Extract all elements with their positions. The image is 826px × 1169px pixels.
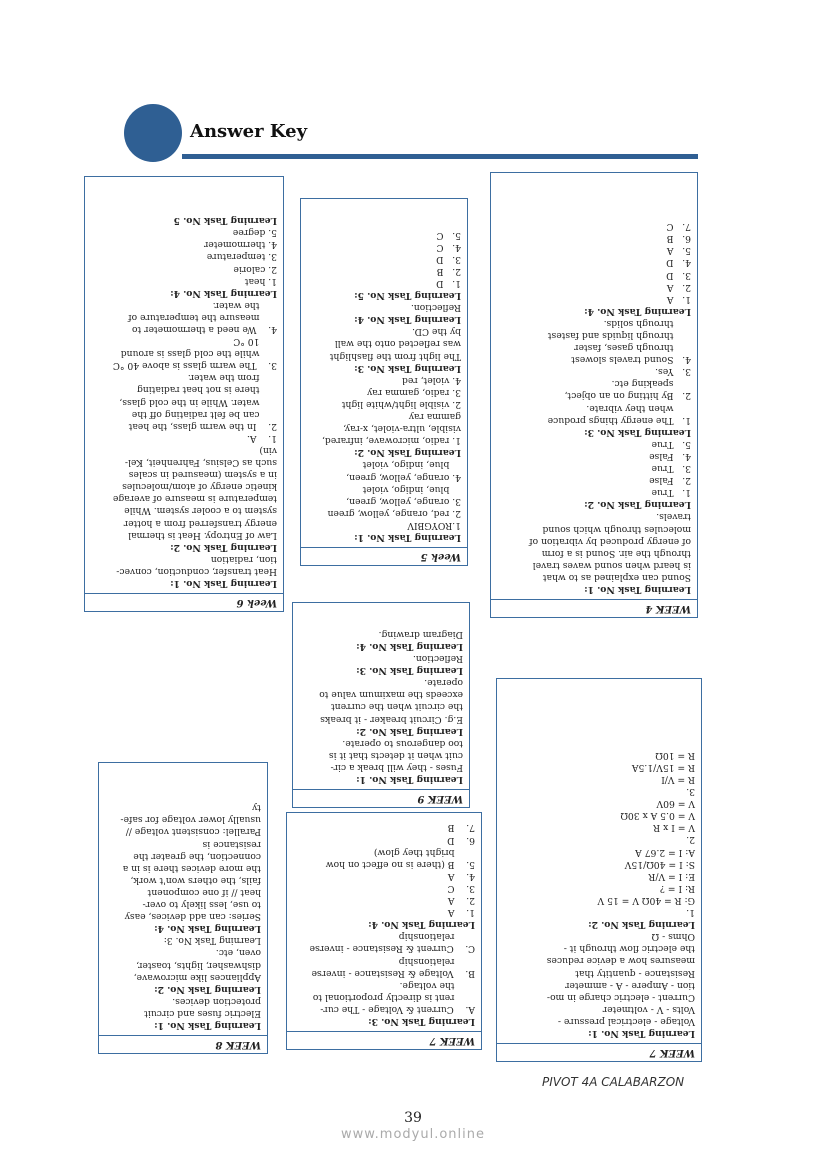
box-heading: WEEK 8: [99, 1035, 267, 1053]
task-heading: Learning Task No. 4:: [354, 314, 461, 326]
answer-line: The light from the flashlight: [329, 350, 461, 362]
answer-line: Reflection.: [410, 302, 461, 314]
answer-line: R = 10Ω: [655, 749, 695, 761]
box-body: [293, 624, 469, 789]
answer-line: 5. True: [651, 438, 691, 450]
answer-line: of energy produced by vibration of: [529, 535, 691, 547]
answer-line: Series: can add devices, easy: [124, 911, 261, 923]
header-rule: [182, 154, 698, 159]
task-heading: Learning Task No. 1:: [154, 1020, 261, 1031]
answer-line: 6. D: [447, 834, 475, 846]
answer-line: V = 60V: [656, 798, 695, 810]
answer-line: such as Celsius, Fahrenheit, Kel-: [124, 457, 277, 469]
answer-line: to use, less likely to over-: [142, 899, 261, 911]
answer-line: Heat transfer, conduction, convec-: [116, 565, 277, 577]
answer-line: cuit when it detects that it is: [328, 749, 463, 761]
task-heading: Learning Task No. 1:: [354, 532, 461, 543]
answer-line: 2. visible light/white light: [341, 398, 461, 410]
answer-line: the voltage.: [399, 979, 475, 991]
answer-line: gamma ray: [408, 411, 461, 423]
task-heading: Learning Task No. 3:: [354, 362, 461, 374]
answer-line: 5. C: [436, 229, 461, 241]
answer-line: relationship: [398, 955, 475, 967]
answer-line: B. Voltage & Resistance - inverse: [311, 967, 475, 979]
task-heading: Learning Task No. 4:: [356, 640, 463, 652]
answer-line: R = V/I: [661, 774, 695, 786]
header-circle-decoration: [124, 104, 182, 162]
page-number: 39: [404, 1110, 422, 1126]
answer-line: usually lower voltage for safe-: [120, 814, 261, 826]
answer-line: C. Current & Resistance - inverse: [309, 943, 475, 955]
box-heading: WEEK 7: [497, 1043, 701, 1061]
answer-line: 4. thermometer: [203, 239, 277, 251]
answer-line: from the water.: [187, 372, 277, 384]
answer-line: through solids.: [603, 317, 691, 329]
answer-line: 10 °C: [233, 336, 277, 348]
answer-line: R = 15V/1.5A: [631, 761, 695, 773]
answer-line: 3.: [686, 786, 695, 798]
answer-line: 7. B: [447, 822, 475, 834]
answer-line: water. While in the cold glass,: [119, 396, 277, 408]
answer-line: dishwasher, lights, toaster,: [136, 959, 261, 971]
answer-line: resistance is: [202, 838, 261, 850]
answer-line: 2. red, orange, yellow, green: [327, 507, 461, 519]
box-body: [497, 745, 701, 1043]
answer-line: 4. We need a thermometer to: [132, 324, 277, 336]
answer-line: Parallel: consistent voltage //: [125, 826, 261, 838]
answer-line: can be felt radiating off the: [131, 408, 277, 420]
answer-line: V = I x R: [653, 822, 695, 834]
answer-line: E: I = V/R: [648, 870, 695, 882]
answer-line: 4. False: [649, 450, 691, 462]
answer-line: 3. orange, yellow, green,: [346, 495, 461, 507]
task-heading: Learning Task No. 3:: [584, 426, 691, 438]
box-body: [301, 225, 467, 547]
answer-line: fails, the others won't work,: [130, 874, 261, 886]
answer-line: visible, ultra-violet, x-ray,: [343, 423, 461, 435]
answer-line: 1. The energy things produce: [547, 414, 691, 426]
answer-line: tion, radiation: [210, 553, 277, 565]
answer-line: 4. D: [666, 257, 691, 269]
answer-line: Fuses - they will break a cir-: [330, 761, 463, 773]
answer-line: too dangerous to operate.: [342, 737, 463, 749]
answer-line: there is not heat radiating: [137, 384, 277, 396]
task-heading: Learning Task No. 5: [173, 215, 277, 227]
task-heading: Learning Task No. 3:: [356, 665, 463, 677]
answer-line: S: I = 40Ω/15V: [624, 858, 695, 870]
answer-line: Volts - V - voltmeter: [602, 1003, 695, 1015]
answer-line: relationship: [398, 931, 475, 943]
box-heading: WEEK 4: [491, 599, 697, 617]
answer-line: through the air. Sound is a form: [541, 547, 691, 559]
answer-line: 5. degree: [232, 227, 277, 239]
answer-line: Resistance - quantity that: [575, 967, 695, 979]
answer-line: 4. orange, yellow, green,: [346, 471, 461, 483]
answer-line: energy transferred from a hotter: [123, 517, 277, 529]
task-heading: Learning Task No. 2:: [170, 541, 277, 553]
answer-line: operate.: [424, 677, 463, 689]
answer-box-week5: [300, 198, 468, 566]
answer-line: 3. radio, gamma ray: [367, 386, 461, 398]
task-heading: Learning Task No. 5:: [354, 290, 461, 302]
answer-line: speaking etc.: [611, 378, 691, 390]
answer-box-week7-tasks-1-2: [496, 678, 702, 1062]
answer-line: V = 0.5 A x 30Ω: [620, 810, 695, 822]
answer-line: exceeds the maximum value to: [319, 689, 463, 701]
answer-line: kinetic energy of atom/molecules: [122, 481, 277, 493]
box-body: [85, 210, 283, 593]
box-body: [99, 797, 267, 1035]
answer-line: while the cold glass is around: [120, 348, 277, 360]
answer-line: 3. D: [436, 253, 461, 265]
answer-line: 1. A: [666, 293, 691, 305]
answer-line: 2.: [686, 834, 695, 846]
answer-line: 4. Sound travels slowest: [571, 354, 691, 366]
answer-line: was reflected onto the wall: [334, 338, 461, 350]
answer-line: R: I = ?: [659, 882, 695, 894]
answer-line: 3. temperature: [206, 251, 277, 263]
answer-line: tion - Ampere - A - ammeter: [565, 979, 695, 991]
answer-line: 1. A: [447, 907, 475, 919]
answer-line: temperature is measure of average: [112, 493, 277, 505]
answer-line: oven, etc.: [215, 947, 261, 959]
box-heading: Week 6: [85, 593, 283, 611]
task-heading: Learning Task No. 3:: [368, 1016, 475, 1027]
task-heading: Learning Task No. 4:: [154, 923, 261, 935]
box-body: [287, 817, 481, 1031]
answer-line: vin): [259, 444, 277, 456]
answer-line: ty: [252, 802, 261, 814]
publisher-footer: PIVOT 4A CALABARZON: [542, 1075, 685, 1089]
answer-line: G: R = 40Ω V = 15 V: [597, 894, 695, 906]
answer-box-week6: [84, 176, 284, 612]
task-heading: Learning Task No. 4:: [584, 305, 691, 317]
task-heading: Learning Task No. 4:: [170, 287, 277, 299]
answer-line: 4. violet, red: [402, 374, 461, 386]
answer-line: molecules through which sound: [542, 523, 691, 535]
answer-line: through liquids and fastest: [547, 330, 691, 342]
box-heading: WEEK 9: [293, 789, 469, 807]
task-heading: Learning Task No. 2:: [584, 499, 691, 511]
answer-line: 2. By hitting on an object,: [564, 390, 691, 402]
answer-line: Appliances like microwave,: [133, 971, 261, 983]
answer-line: measures how a device reduces: [546, 955, 695, 967]
answer-line: travels.: [656, 511, 691, 523]
box-heading: WEEK 7: [287, 1031, 481, 1049]
answer-line: A: I = 2.67 A: [635, 846, 695, 858]
answer-line: the electric flow through it -: [563, 943, 695, 955]
answer-line: protection devices.: [172, 995, 261, 1007]
answer-line: in a system (measured in scales: [128, 469, 277, 481]
task-heading: Learning Task No. 1:: [170, 578, 277, 589]
answer-line: by the CD.: [412, 326, 461, 338]
answer-line: the water.: [212, 299, 277, 311]
answer-line: Sound can explained as to what: [542, 571, 691, 583]
answer-line: 2. calorie: [233, 263, 277, 275]
task-heading: Learning Task No. 1:: [356, 774, 463, 785]
answer-line: 1.: [686, 907, 695, 919]
answer-line: Law of Entropy. Heat is thermal: [128, 529, 277, 541]
answer-line: Reflection.: [412, 653, 463, 665]
answer-line: the circuit when the current: [331, 701, 463, 713]
answer-line: 3. C: [447, 882, 475, 894]
answer-line: Learning Task No. 3:: [163, 935, 261, 947]
answer-box-week9: [292, 602, 470, 808]
answer-line: blue, indigo, violet: [362, 483, 461, 495]
answer-line: Ohms - Ω: [651, 931, 695, 943]
answer-line: 1. D: [436, 278, 461, 290]
answer-line: 1. True: [651, 487, 691, 499]
answer-line: 2. B: [436, 265, 461, 277]
answer-line: Diagram drawing.: [378, 628, 463, 640]
answer-line: the more devices there is in a: [122, 862, 261, 874]
answer-line: 5. A: [666, 245, 691, 257]
answer-line: E.g. Circuit breaker - it breaks: [320, 713, 463, 725]
answer-line: 1. radio, microwave, infrared,: [321, 435, 461, 447]
answer-box-week8: [98, 762, 268, 1054]
task-heading: Learning Task No. 2:: [354, 447, 461, 459]
task-heading: Learning Task No. 4:: [368, 919, 475, 931]
answer-line: 7. C: [666, 221, 691, 233]
answer-line: is heard when sound waves travel: [532, 559, 691, 571]
answer-line: connection, the greater the: [133, 850, 261, 862]
task-heading: Learning Task No. 1:: [588, 1028, 695, 1039]
answer-line: 3. True: [651, 463, 691, 475]
answer-line: 4. A: [447, 870, 475, 882]
task-heading: Learning Task No. 2:: [154, 983, 261, 995]
answer-line: rent is directly proportional to: [312, 991, 475, 1003]
answer-line: 1. heat: [244, 275, 277, 287]
task-heading: Learning Task No. 2:: [588, 919, 695, 931]
answer-line: through gases, faster: [574, 342, 691, 354]
answer-line: system to a cooler system. While: [124, 505, 277, 517]
task-heading: Learning Task No. 2:: [356, 725, 463, 737]
answer-box-week7-tasks-3-4: [286, 812, 482, 1050]
answer-line: when they vibrate.: [586, 402, 691, 414]
answer-line: Current - electric charge in mo-: [546, 991, 695, 1003]
answer-line: 1.ROYGBIV: [407, 519, 461, 531]
answer-line: 2. In the warm glass, the heat: [128, 420, 277, 432]
answer-line: 3. D: [666, 269, 691, 281]
task-heading: Learning Task No. 1:: [584, 584, 691, 595]
answer-line: 3. Yes.: [655, 366, 691, 378]
answer-box-week4: [490, 172, 698, 618]
answer-line: 1. A.: [246, 432, 277, 444]
answer-line: 6. B: [666, 233, 691, 245]
answer-line: 2. A: [447, 895, 475, 907]
answer-line: measure the temperature of: [128, 311, 277, 323]
answer-line: 2. A: [666, 281, 691, 293]
box-heading: Week 5: [301, 547, 467, 565]
answer-line: Electric fuses and circuit: [144, 1007, 261, 1019]
answer-line: bright they glow): [373, 846, 475, 858]
answer-line: heat // if one component: [147, 886, 261, 898]
answer-line: A. Current & Voltage - The cur-: [320, 1003, 475, 1015]
answer-line: Voltage - electrical pressure -: [557, 1015, 695, 1027]
answer-line: 4. C: [436, 241, 461, 253]
answer-line: 3. The warm glass is above 40 °C: [112, 360, 277, 372]
page-title: Answer Key: [190, 121, 308, 142]
watermark-text: www.modyul.online: [340, 1127, 486, 1142]
answer-line: 5. B (there is no effect on how: [325, 858, 475, 870]
answer-line: 2. False: [649, 475, 691, 487]
box-body: [491, 216, 697, 599]
answer-line: blue, indigo, violet: [362, 459, 461, 471]
